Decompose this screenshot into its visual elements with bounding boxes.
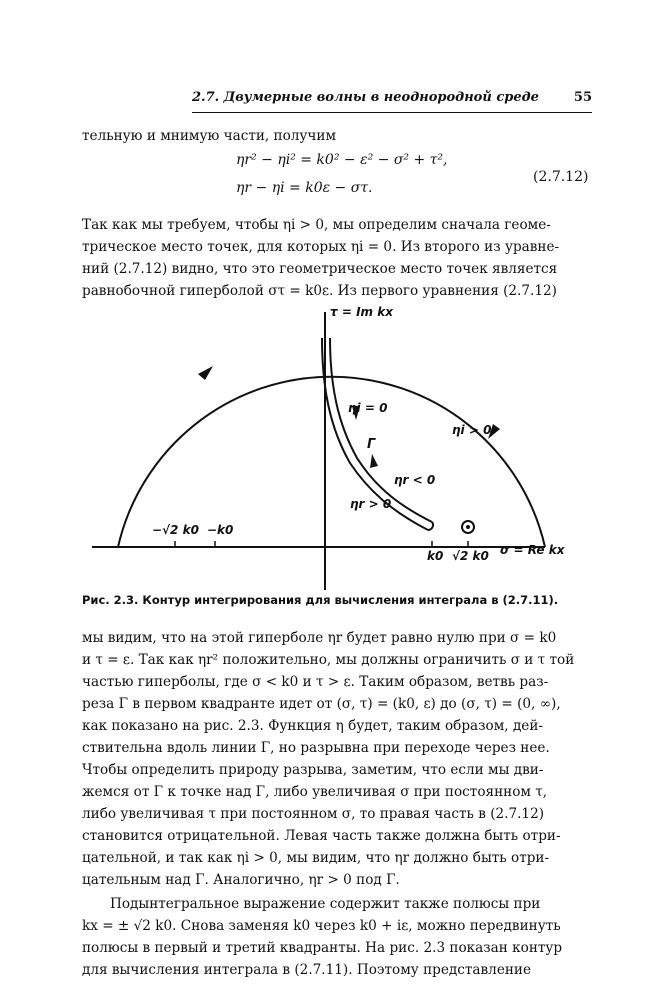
branch-cut-arrow (370, 454, 378, 468)
page-header (192, 88, 592, 113)
text-line: Подынтегральное выражение содержит также полюсы при (110, 896, 541, 912)
label-gamma: Γ (367, 437, 376, 452)
paragraph-3 (82, 893, 596, 981)
text-line: либо увеличивая τ при постоянном σ, то правая часть в (2.7.12) (82, 806, 545, 822)
label-k0: k0 (427, 549, 444, 563)
page-number: 55 (573, 90, 592, 105)
label-eta-i-positive: ηi > 0 (452, 423, 492, 437)
text-line: как показано на рис. 2.3. Функция η будет, таким образом, дей- (82, 718, 544, 734)
text-line: Так как мы требуем, чтобы ηi > 0, мы определим сначала геоме- (82, 217, 551, 233)
label-neg-k0: −k0 (207, 523, 234, 537)
text-line: жемся от Γ к точке над Γ, либо увеличивая σ при постоянном τ, (82, 784, 548, 800)
label-eta-r-negative: ηr < 0 (394, 473, 436, 487)
paragraph-2 (82, 627, 596, 891)
branch-cut-inner (330, 338, 432, 522)
equation-line-2: ηr − ηi = k0ε − στ. (236, 180, 373, 196)
label-neg-sqrt2k0: −√2 k0 (152, 523, 199, 537)
tau-axis-label: τ = Im kx (330, 305, 393, 319)
text-line: и τ = ε. Так как ηr² положительно, мы должны ограничить σ и τ той (82, 652, 575, 668)
equation-line-1: ηr² − ηi² = k0² − ε² − σ² + τ², (236, 152, 448, 168)
text-line: трическое место точек, для которых ηi = 0. Из второго из уравне- (82, 239, 560, 255)
contour-arrow-left (198, 366, 213, 380)
text-line: для вычисления интеграла в (2.7.11). Поэтому представление (82, 962, 532, 978)
text-line: мы видим, что на этой гиперболе ηr будет равно нулю при σ = k0 (82, 630, 557, 646)
label-eta-i-zero: ηi = 0 (348, 401, 388, 415)
text-line: становится отрицательной. Левая часть также должна быть отри- (82, 828, 561, 844)
label-eta-r-positive: ηr > 0 (350, 497, 392, 511)
contour-figure (0, 298, 666, 598)
intro-line: тельную и мнимую части, получим (82, 128, 337, 144)
text-line: цательной, и так как ηi > 0, мы видим, что ηr должно быть отри- (82, 850, 550, 866)
text-line: полюсы в первый и третий квадранты. На рис. 2.3 показан контур (82, 940, 563, 956)
text-line: цательным над Γ. Аналогично, ηr > 0 под Γ. (82, 872, 400, 888)
text-line: Чтобы определить природу разрыва, заметим, что если мы дви- (82, 762, 544, 778)
text-line: частью гиперболы, где σ < k0 и τ > ε. Таким образом, ветвь раз- (82, 674, 549, 690)
sigma-axis-label: σ = Re kx (500, 543, 565, 557)
label-sqrt2k0: √2 k0 (452, 549, 489, 563)
semicircle-contour (118, 377, 545, 547)
text-line: реза Γ в первом квадранте идет от (σ, τ) = (k0, ε) до (σ, τ) = (0, ∞), (82, 696, 561, 712)
text-line: ний (2.7.12) видно, что это геометрическое место точек является (82, 261, 558, 277)
equation-number: (2.7.12) (533, 169, 589, 185)
pole-marker-dot (466, 525, 470, 529)
branch-cut-tip (428, 522, 433, 530)
text-line: ствительна вдоль линии Γ, но разрывна при переходе через нее. (82, 740, 550, 756)
text-line: kx = ± √2 k0. Снова заменяя k0 через k0 + iε, можно передвинуть (82, 918, 561, 934)
paragraph-1 (82, 214, 592, 302)
running-head: 2.7. Двумерные волны в неоднородной среде (192, 90, 539, 105)
text-line: равнобочной гиперболой στ = k0ε. Из первого уравнения (2.7.12) (82, 283, 557, 299)
figure-caption: Рис. 2.3. Контур интегрирования для вычисления интеграла в (2.7.11). (82, 593, 559, 607)
